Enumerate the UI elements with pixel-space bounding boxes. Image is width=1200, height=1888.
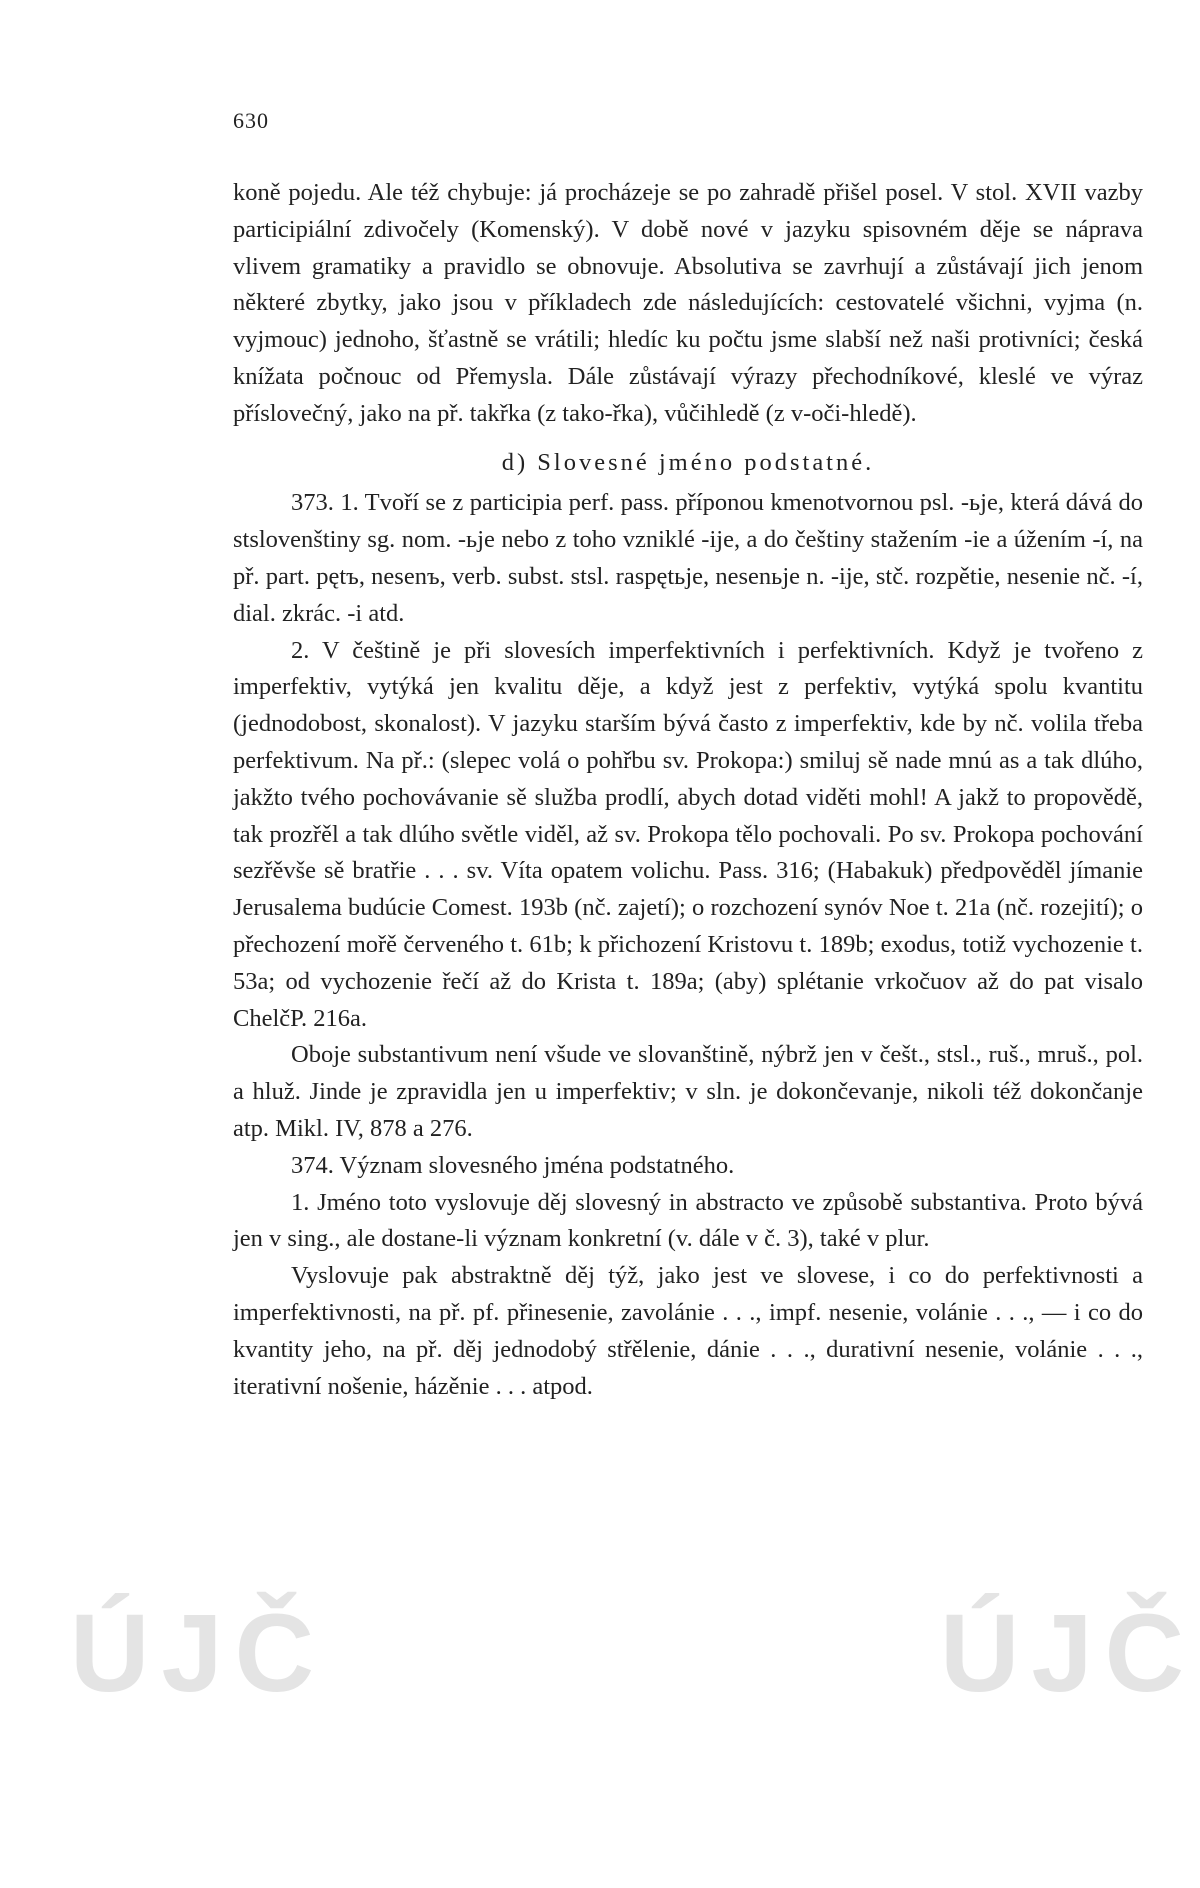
watermark-right: ÚJČ — [940, 1592, 1197, 1715]
paragraph: 2. V češtině je při slovesích imperfektivních i perfektivních. Když je tvořeno z imperfektiv, vytýká jen kvalitu děje, a když jest z perfektiv, vytýká spolu kvantitu (jednodobost, skonalost). V jazyku starším bývá často z imperfektiv, kde by nč. volila třeba perfektivum. Na př.: (slepec volá o pohřbu sv. Prokopa:) smiluj sě nade mnú as a tak dlúho, jakžto tvého pochovávanie sě služba prodlí, abych dotad viděti mohl! A jakž to propovědě, tak prozřěl a tak dlúho světle viděl, až sv. Prokopa tělo pochovali. Po sv. Prokopa pochování sezřěvše sě bratřie . . . sv. Víta opatem volichu. Pass. 316; (Habakuk) předpověděl jímanie Jerusalema budúcie Comest. 193b (nč. zajetí); o rozchození synóv Noe t. 21a (nč. rozejití); o přechození mořě červeného t. 61b; k přichození Kristovu t. 189b; exodus, totiž vychozenie t. 53a; od vychozenie řečí až do Krista t. 189a; (aby) splétanie vrkočuov až do pat visalo ChelčP. 216a. — [233, 636, 1143, 1032]
paragraph: koně pojedu. Ale též chybuje: já procházeje se po zahradě přišel posel. V stol. XVII vazby participiální zdivočely (Komenský). V době nové v jazyku spisovném děje se náprava vlivem gramatiky a pravidlo se obnovuje. Absolutiva se zavrhují a zůstávají jich jenom některé zbytky, jako jsou v příkladech zde následujících: cestovatelé všichni, vyjma (n. vyjmouc) jednoho, šťastně se vrátili; hledíc ku počtu jsme slabší než naši protivníci; česká knížata počnouc od Přemysla. Dále zůstávají výrazy přechodníkové, kleslé ve výraz příslovečný, jako na př. takřka (z tako-řka), vůčihledě (z v-oči-hledě). — [233, 179, 1143, 427]
paragraph: 374. Význam slovesného jména podstatného. — [291, 1151, 735, 1179]
section-heading: d) Slovesné jméno podstatné. — [501, 448, 875, 476]
page-number: 630 — [233, 108, 269, 133]
paragraph: 373. 1. Tvoří se z participia perf. pass. příponou kmenotvornou psl. -ьje, která dává do stslovenštiny sg. nom. -ьje nebo z toho vzniklé -ije, a do češtiny stažením -ie a úžením -í, na př. part. pętъ, nesenъ, verb. subst. stsl. raspętьje, nesenьje n. -ije, stč. rozpětie, nesenie nč. -í, dial. zkrác. -i atd. — [233, 489, 1143, 627]
paragraph: Oboje substantivum není všude ve slovanštině, nýbrž jen v češt., stsl., ruš., mruš., pol. a hluž. Jinde je zpravidla jen u imperfektiv; v sln. je dokončevanje, nikoli též dokončanje atp. Mikl. IV, 878 a 276. — [233, 1041, 1143, 1142]
paragraph: Vyslovuje pak abstraktně děj týž, jako jest ve slovese, i co do perfektivnosti a imperfektivnosti, na př. pf. přinesenie, zavolánie . . ., impf. nesenie, volánie . . ., — i co do kvantity jeho, na př. děj jednodobý střělenie, dánie . . ., durativní nesenie, volánie . . ., iterativní nošenie, házěnie . . . atpod. — [233, 1262, 1143, 1400]
paragraph: 1. Jméno toto vyslovuje děj slovesný in abstracto ve způsobě substantiva. Proto bývá jen v sing., ale dostane-li význam konkretní (v. dále v č. 3), také v plur. — [233, 1188, 1143, 1253]
body-text — [233, 175, 1143, 1405]
watermark-left: ÚJČ — [70, 1592, 327, 1715]
